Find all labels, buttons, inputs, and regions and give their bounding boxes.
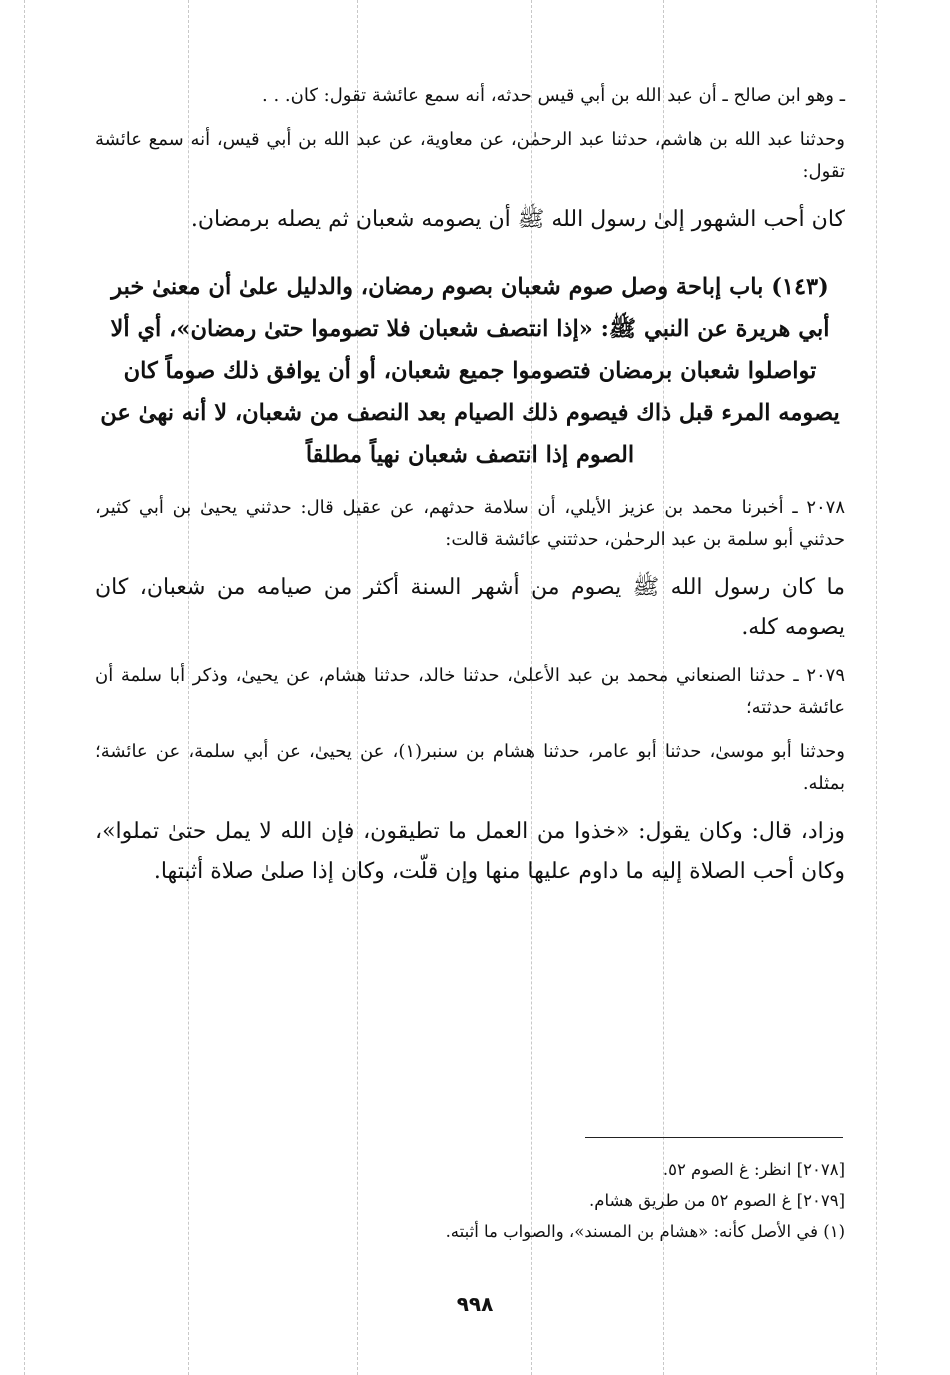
footnote-1: (١) في الأصل كأنه: «هشام بن المسند»، والصواب ما أثبته. xyxy=(445,1222,845,1241)
hadith-2079-text: وزاد، قال: وكان يقول: «خذوا من العمل ما تطيقون، فإن الله لا يمل حتىٰ تملوا»، وكان أحب الصلاة إليه ما داوم عليها منها وإن قلّت، وكان إذا صلىٰ صلاة أثبتها. xyxy=(95,819,845,884)
paragraph-isnad: وحدثنا عبد الله بن هاشم، حدثنا عبد الرحمٰن، عن معاوية، عن عبد الله بن أبي قيس، أنه سمع عائشة تقول: xyxy=(95,129,845,182)
hadith-2078-text: ما كان رسول الله ﷺ يصوم من أشهر السنة أكثر من صيامه من شعبان، كان يصومه كله. xyxy=(95,575,845,640)
main-text-column xyxy=(95,80,845,904)
footnotes xyxy=(95,1154,845,1247)
footnote-2078: [٢٠٧٨] انظر: غ الصوم ٥٢. xyxy=(662,1160,845,1179)
paragraph-continuation: ـ وهو ابن صالح ـ أن عبد الله بن أبي قيس حدثه، أنه سمع عائشة تقول: كان. . . xyxy=(262,85,845,106)
hadith-2079-isnad-second: وحدثنا أبو موسىٰ، حدثنا أبو عامر، حدثنا هشام بن سنبر(١)، عن يحيىٰ، عن أبي سلمة، عن عائشة؛ بمثله. xyxy=(95,741,845,794)
page-number: ٩٩٨ xyxy=(456,1292,494,1316)
chapter-heading: (١٤٣) باب إباحة وصل صوم شعبان بصوم رمضان، والدليل علىٰ أن معنىٰ خبر أبي هريرة عن النبي ﷺ: «إذا انتصف شعبان فلا تصوموا حتىٰ رمضان»، أي ألا تواصلوا شعبان برمضان فتصوموا جميع شعبان، أو أن يوافق ذلك صوماً كان يصومه المرء قبل ذاك فيصوم ذلك الصيام بعد النصف من شعبان، لا أنه نهىٰ عن الصوم إذا انتصف شعبان نهياً مطلقاً xyxy=(100,274,840,468)
footnote-divider xyxy=(585,1137,843,1138)
paragraph-hadith-text: كان أحب الشهور إلىٰ رسول الله ﷺ أن يصومه شعبان ثم يصله برمضان. xyxy=(190,207,845,232)
hadith-2078-isnad: ٢٠٧٨ ـ أخبرنا محمد بن عزيز الأيلي، أن سلامة حدثهم، عن عقيل قال: حدثني يحيىٰ بن أبي كثير، حدثني أبو سلمة بن عبد الرحمٰن، حدثتني عائشة قالت: xyxy=(95,497,845,550)
scan-guide-line xyxy=(876,0,877,1375)
footnote-2079: [٢٠٧٩] غ الصوم ٥٢ من طريق هشام. xyxy=(589,1191,845,1210)
scan-guide-line xyxy=(24,0,25,1375)
hadith-2079-isnad: ٢٠٧٩ ـ حدثنا الصنعاني محمد بن عبد الأعلىٰ، حدثنا خالد، حدثنا هشام، عن يحيىٰ، وذكر أبا سلمة أن عائشة حدثته؛ xyxy=(95,665,845,718)
